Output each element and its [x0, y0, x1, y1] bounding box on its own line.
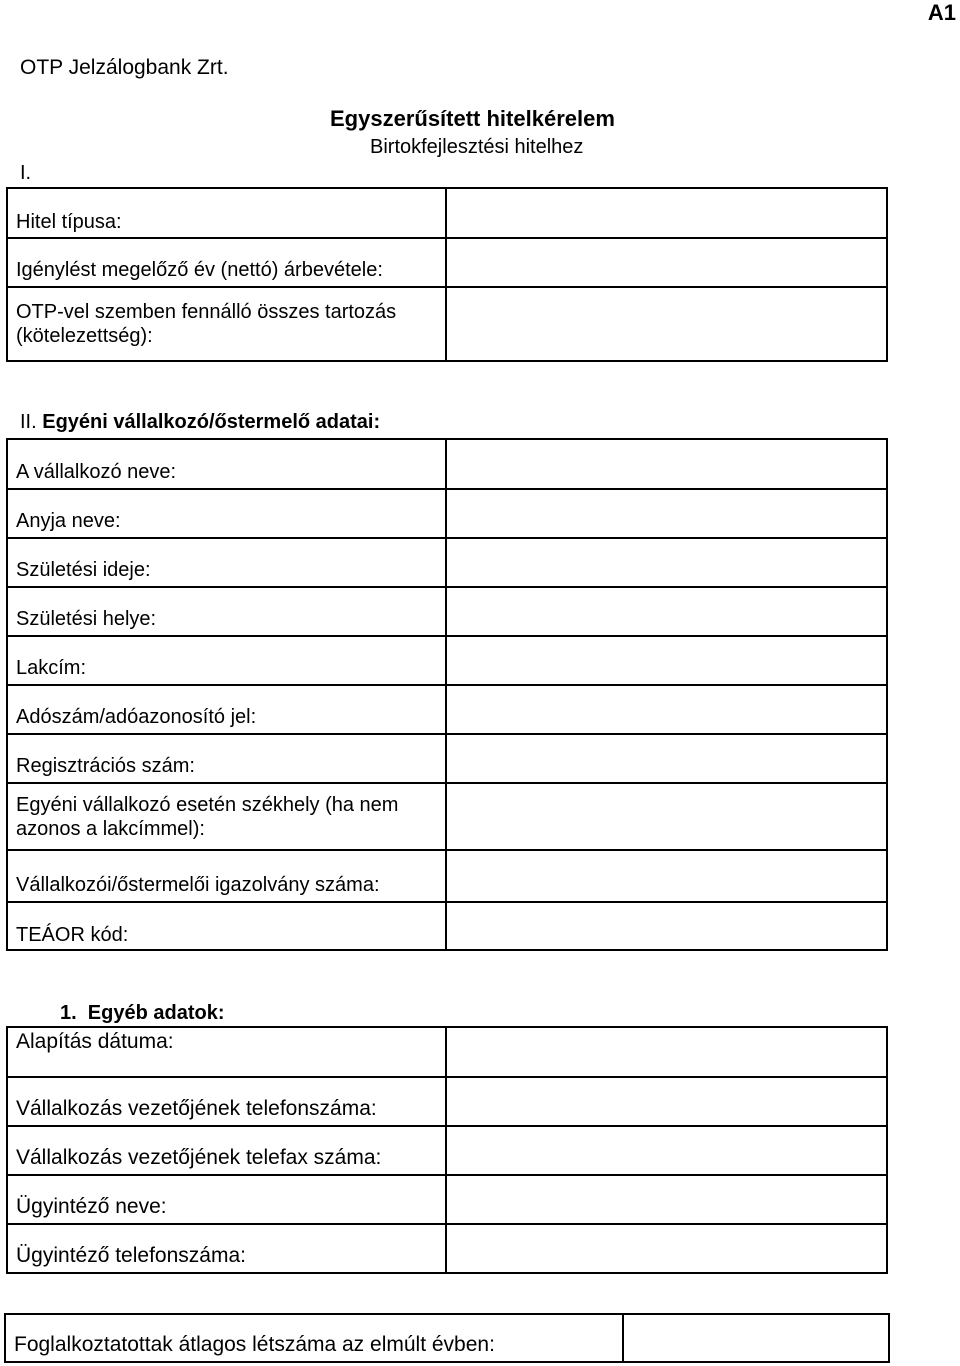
- field-agent-phone[interactable]: [446, 1224, 887, 1273]
- other-data-table: [6, 1026, 888, 1274]
- field-agent-name[interactable]: [446, 1175, 887, 1224]
- company-name: OTP Jelzálogbank Zrt.: [20, 56, 229, 79]
- label-loan-type: Hitel típusa:: [7, 188, 446, 238]
- label-manager-phone: Vállalkozás vezetőjének telefonszáma:: [7, 1077, 446, 1126]
- label-license-number: Vállalkozói/őstermelői igazolvány száma:: [7, 850, 446, 902]
- label-registered-office: Egyéni vállalkozó esetén székhely (ha nem azonos a lakcímmel):: [7, 783, 446, 850]
- field-registration-number[interactable]: [446, 734, 887, 783]
- section-2-title: Egyéni vállalkozó/őstermelő adatai:: [42, 411, 381, 433]
- field-tax-number[interactable]: [446, 685, 887, 734]
- form-title: Egyszerűsített hitelkérelem: [330, 106, 615, 131]
- label-manager-fax: Vállalkozás vezetőjének telefax száma:: [7, 1126, 446, 1175]
- page-id: A1: [927, 0, 956, 25]
- label-mother-name: Anyja neve:: [7, 489, 446, 538]
- entrepreneur-table: [6, 438, 888, 951]
- field-address[interactable]: [446, 636, 887, 685]
- label-registration-number: Regisztrációs szám:: [7, 734, 446, 783]
- section-1-heading: I.: [20, 162, 32, 184]
- label-teaor-code: TEÁOR kód:: [7, 902, 446, 950]
- label-entrepreneur-name: A vállalkozó neve:: [7, 439, 446, 489]
- label-total-debt-otp: OTP-vel szemben fennálló összes tartozás (kötelezettség):: [7, 287, 446, 361]
- section-3-heading: 1. Egyéb adatok:: [60, 1002, 225, 1024]
- form-subtitle: Birtokfejlesztési hitelhez: [370, 136, 584, 158]
- field-license-number[interactable]: [446, 850, 887, 902]
- label-agent-name: Ügyintéző neve:: [7, 1175, 446, 1224]
- field-registered-office[interactable]: [446, 783, 887, 850]
- field-manager-fax[interactable]: [446, 1126, 887, 1175]
- label-agent-phone: Ügyintéző telefonszáma:: [7, 1224, 446, 1273]
- field-manager-phone[interactable]: [446, 1077, 887, 1126]
- field-loan-type[interactable]: [446, 188, 887, 238]
- field-mother-name[interactable]: [446, 489, 887, 538]
- field-birth-place[interactable]: [446, 587, 887, 636]
- field-average-employees[interactable]: [623, 1314, 889, 1362]
- field-birth-date[interactable]: [446, 538, 887, 587]
- employees-table: [4, 1313, 890, 1363]
- section-2-heading: [20, 411, 380, 434]
- field-founding-date[interactable]: [446, 1027, 887, 1077]
- label-address: Lakcím:: [7, 636, 446, 685]
- label-tax-number: Adószám/adóazonosító jel:: [7, 685, 446, 734]
- field-total-debt-otp[interactable]: [446, 287, 887, 361]
- section-2-number: II.: [20, 411, 37, 433]
- label-founding-date: Alapítás dátuma:: [7, 1027, 446, 1077]
- field-prior-year-revenue[interactable]: [446, 238, 887, 287]
- label-prior-year-revenue: Igénylést megelőző év (nettó) árbevétele:: [7, 238, 446, 287]
- label-birth-place: Születési helye:: [7, 587, 446, 636]
- label-birth-date: Születési ideje:: [7, 538, 446, 587]
- field-entrepreneur-name[interactable]: [446, 439, 887, 489]
- loan-info-table: [6, 187, 888, 362]
- label-average-employees: Foglalkoztatottak átlagos létszáma az elmúlt évben:: [5, 1314, 623, 1362]
- field-teaor-code[interactable]: [446, 902, 887, 950]
